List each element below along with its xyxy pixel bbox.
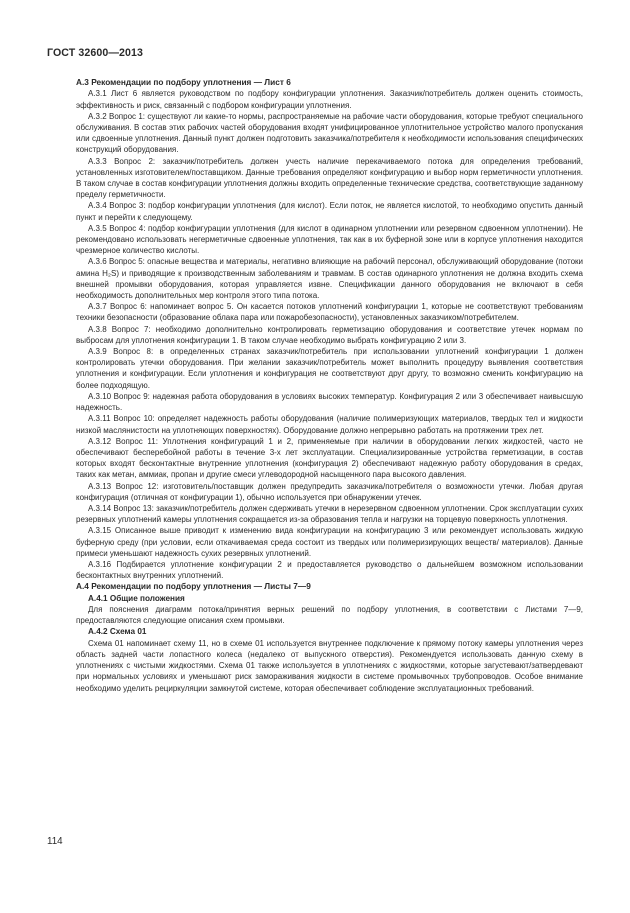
body-paragraph: А.3.1 Лист 6 является руководством по подбору конфигурации уплотнения. Заказчик/потребитель должен оценить стоимость, эффективность и риск, связанный с подбором конфигурации уплотнения. [76, 89, 583, 110]
document-body [76, 77, 583, 694]
body-paragraph: А.3.12 Вопрос 11: Уплотнения конфигураций 1 и 2, применяемые при наличии в оборудовании легких жидкостей, часто не обеспечивают бесперебойной работы в течение 3-х лет эксплуатации. Специализированные устройства герметизации, в состав которых входят бесконтактные внутренние уплотнения (конфигурация 2) обеспечивают надежную работу оборудования в средах, таких как метан, аммиак, пропан и другие смеси углеводородной насыщенного пара высокого давления. [76, 436, 583, 480]
body-paragraph: А.3.10 Вопрос 9: надежная работа оборудования в условиях высоких температур. Конфигурация 2 или 3 обеспечивает наивысшую надежность. [76, 391, 583, 413]
body-paragraph: А.3.5 Вопрос 4: подбор конфигурации уплотнения (для кислот в одинарном уплотнении или резервном сдвоенном уплотнении). Не рекомендовано использовать негерметичные сдвоенные уплотнения, так как в их буферной зоне или в корпусе уплотнения находится чрезмерное количество кислоты. [76, 223, 583, 256]
body-paragraph: А.3.9 Вопрос 8: в определенных странах заказчик/потребитель при использовании уплотнений конфигурации 1 должен контролировать утечки оборудования. При желании заказчик/потребитель может выполнить процедуру выявления соответствия уплотнения и конфигурации. Если уплотнения и конфигурация не соответствуют друг другу, то возможно сменить конфигурацию на более подходящую. [76, 347, 583, 390]
section-heading: А.4 Рекомендации по подбору уплотнения — Листы 7—9 [76, 581, 311, 592]
body-paragraph: А.3.15 Описанное выше приводит к изменению вида конфигурации на конфигурацию 3 или рекомендует использовать жидкую буферную среду (при условии, если откачиваемая среда состоит из твердых или полимеризирующих веществ/ материалов). Данные примеси уменьшают надежность сухих резервных уплотнений. [76, 526, 583, 558]
body-paragraph: А.3.13 Вопрос 12: изготовитель/поставщик должен предупредить заказчика/потребителя о возможности утечки. Любая другая конфигурация (отличная от конфигурации 1), обычно используется при обнаружении утечек. [76, 481, 583, 502]
body-paragraph: А.3.14 Вопрос 13: заказчик/потребитель должен сдерживать утечки в нерезервном сдвоенном уплотнении. Срок эксплуатации сухих резервных уплотнений камеры уплотнения сокращается из-за образования тепла и нагрузки на торцевую поверхность уплотнения. [76, 503, 583, 525]
standard-header: ГОСТ 32600—2013 [47, 47, 144, 59]
subsection-heading: А.4.2 Схема 01 [88, 627, 147, 637]
body-paragraph: А.3.4 Вопрос 3: подбор конфигурации уплотнения (для кислот). Если поток, не является кислотой, то необходимо опустить данный пункт и перейти к следующему. [76, 201, 583, 222]
body-paragraph: А.3.7 Вопрос 6: напоминает вопрос 5. Он касается потоков уплотнений конфигурации 1, которые не соответствуют требованиям техники безопасности (образование облака пара или пожаробезопасности), установленных заказчиком/потребителем. [76, 302, 583, 323]
body-paragraph: А.3.8 Вопрос 7: необходимо дополнительно контролировать герметизацию оборудования и соответствие утечек нормам по выбросам для уплотнения конфигурации 1. В таком случае необходимо выбрать конфигурацию 2 или 3. [76, 324, 583, 345]
body-paragraph: Для пояснения диаграмм потока/принятия верных решений по подбору уплотнения, в соответствии с Листами 7—9, предоставляются следующие описания схем промывки. [76, 605, 583, 626]
section-heading: А.3 Рекомендации по подбору уплотнения — Лист 6 [76, 77, 291, 87]
body-paragraph: А.3.6 Вопрос 5: опасные вещества и материалы, негативно влияющие на рабочий персонал, обслуживающий оборудование (потоки амина H₂S) и приводящие к производственным заболеваниям и травмам. В состав одинарного уплотнения не должна входить схема внешней промывки оборудования, которая управляется извне. Спецификации данного оборудования не включают в себя необходимость дополнительных мер контроля этого типа потока. [76, 257, 583, 301]
body-paragraph: А.3.16 Подбирается уплотнение конфигурации 2 и предоставляется руководство о дальнейшем возможном использовании бесконтактных внутренних уплотнений. [76, 559, 583, 581]
body-paragraph: А.3.11 Вопрос 10: определяет надежность работы оборудования (наличие полимеризующих материалов, твердых тел и жидкости низкой маслянистости на уплотняющих поверхностях). Оборудование должно непрерывно работать на протяжении трех лет. [76, 414, 583, 435]
body-paragraph: А.3.2 Вопрос 1: существуют ли какие-то нормы, распространяемые на рабочие части оборудования, которые требуют специального обслуживания. В состав этих рабочих частей оборудования входят унифицированное уплотнительное устройство малого пропускания или сдвоенные уплотнения. Данный пункт должен подготовить заказчика/потребителя к необходимости использования специфических конструкций оборудования. [76, 111, 583, 155]
subsection-heading: А.4.1 Общие положения [88, 593, 185, 603]
body-paragraph: А.3.3 Вопрос 2: заказчик/потребитель должен учесть наличие перекачиваемого потока для определения требований, установленных изготовителем/поставщиком. Данные требования определяют конфигурацию и выбор норм герметичности уплотнения. В таком случае в состав конфигурации уплотнения должны входить определенные технические средства, соответствующие заданному пределу герметичности. [76, 156, 583, 200]
body-paragraph: Схема 01 напоминает схему 11, но в схеме 01 используется внутреннее подключение к прямому потоку камеры уплотнения через область задней части лопастного колеса (недалеко от выпускного отверстия). Рекомендуется использовать данную схему в уплотнениях с чистыми жидкостями. Схема 01 также используется в уплотнениях с жидкостями, которые загустевают/затвердевают при нормальных условиях и уменьшают риск замораживания жидкости в системе промывочных трубопроводов. Особое внимание необходимо уделить рециркуляции замкнутой системе, которая обеспечивает соблюдение эксплуатационных требований. [76, 638, 583, 693]
page-number: 114 [47, 836, 63, 847]
